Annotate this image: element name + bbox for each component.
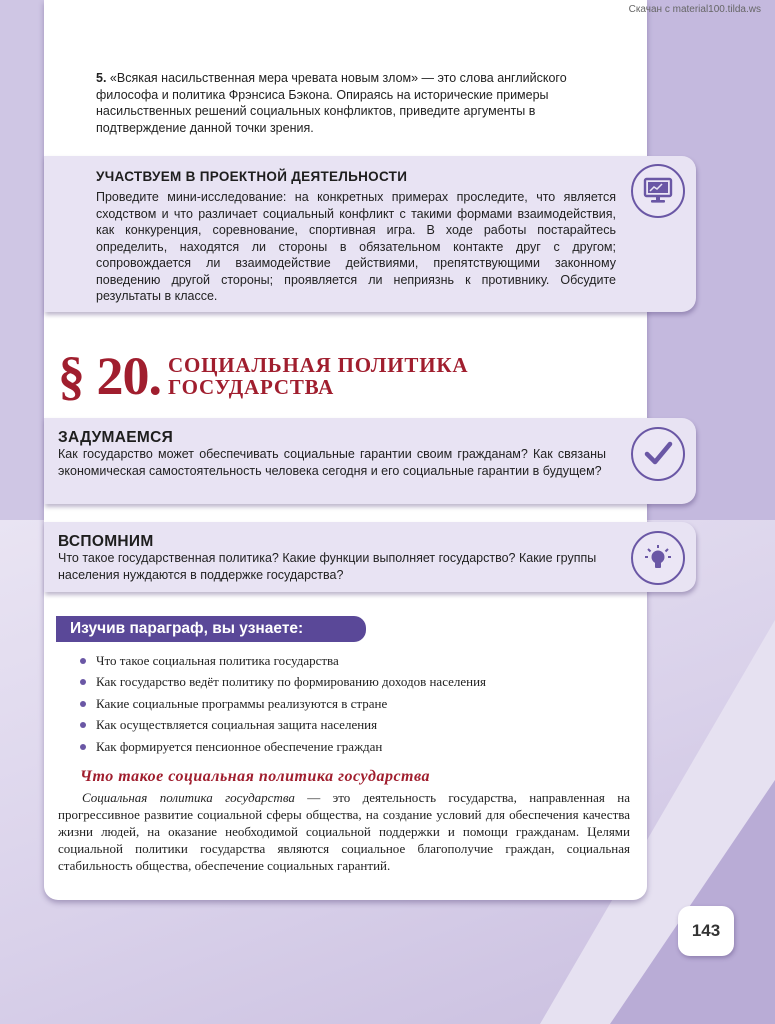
project-title: УЧАСТВУЕМ В ПРОЕКТНОЙ ДЕЯТЕЛЬНОСТИ — [96, 169, 408, 184]
list-item: Как формируется пенсионное обеспечение граждан — [78, 736, 486, 757]
section-text: — это деятельность государства, направленная на прогрессивное развитие социальной сферы общества, на создание условий для обеспечения качества жизни людей, на оказание необходимой социальной поддержки и помощи гражданам. Целями социальной политики государства являются социальное благополучие граждан, социальная стабильность общества, обеспечение социальных гарантий. — [58, 790, 630, 873]
list-item: Что такое социальная политика государства — [78, 650, 486, 671]
checkmark-icon — [631, 427, 685, 481]
list-item: Как осуществляется социальная защита населения — [78, 714, 486, 735]
think-text: Как государство может обеспечивать социальные гарантии своим гражданам? Как связаны экономическая самостоятельность человека сегодня и его социальные гарантии в будущем? — [58, 447, 606, 478]
paragraph-title-line1: СОЦИАЛЬНАЯ ПОЛИТИКА — [168, 353, 469, 377]
source-note: Скачан с material100.tilda.ws — [628, 4, 761, 15]
learn-list — [78, 650, 486, 757]
remember-card — [44, 522, 696, 592]
remember-text: Что такое государственная политика? Какие функции выполняет государство? Какие группы населения нуждаются в поддержке государства? — [58, 551, 597, 582]
monitor-icon — [631, 164, 685, 218]
think-title: ЗАДУМАЕМСЯ — [58, 429, 174, 446]
remember-title: ВСПОМНИМ — [58, 533, 154, 550]
lightbulb-icon — [631, 531, 685, 585]
section-heading: Что такое социальная политика государства — [80, 768, 431, 785]
question-5 — [96, 70, 616, 136]
paragraph-title — [168, 354, 468, 398]
list-item: Как государство ведёт политику по формированию доходов населения — [78, 671, 486, 692]
paragraph-title-line2: ГОСУДАРСТВА — [168, 375, 335, 399]
paragraph-number: § 20. — [58, 346, 161, 406]
section-body — [58, 789, 630, 874]
project-card — [44, 156, 696, 312]
page-number: 143 — [678, 906, 734, 956]
think-card — [44, 418, 696, 504]
question-text: «Всякая насильственная мера чревата новым злом» — это слова английского философа и политика Фрэнсиса Бэкона. Опираясь на исторические примеры насильственных решений социальных конфликтов, приведите аргументы в подтверждение данной точки зрения. — [96, 71, 567, 135]
question-number: 5. — [96, 71, 107, 85]
section-term: Социальная политика государства — [82, 790, 295, 805]
project-text: Проведите мини-исследование: на конкретных примерах проследите, что является сходством и что различает социальный конфликт с такими формами взаимодействия, как конкуренция, соревнование, спортивная игра. В ходе работы постарайтесь определить, находятся ли стороны в обязательном контакте друг с другом; сопровождается ли взаимодействие действиями, препятствующими законному поведению другой стороны; проявляется ли неприязнь к противнику. Обсудите результаты в классе. — [96, 190, 616, 303]
list-item: Какие социальные программы реализуются в стране — [78, 693, 486, 714]
learn-heading: Изучив параграф, вы узнаете: — [56, 616, 366, 642]
